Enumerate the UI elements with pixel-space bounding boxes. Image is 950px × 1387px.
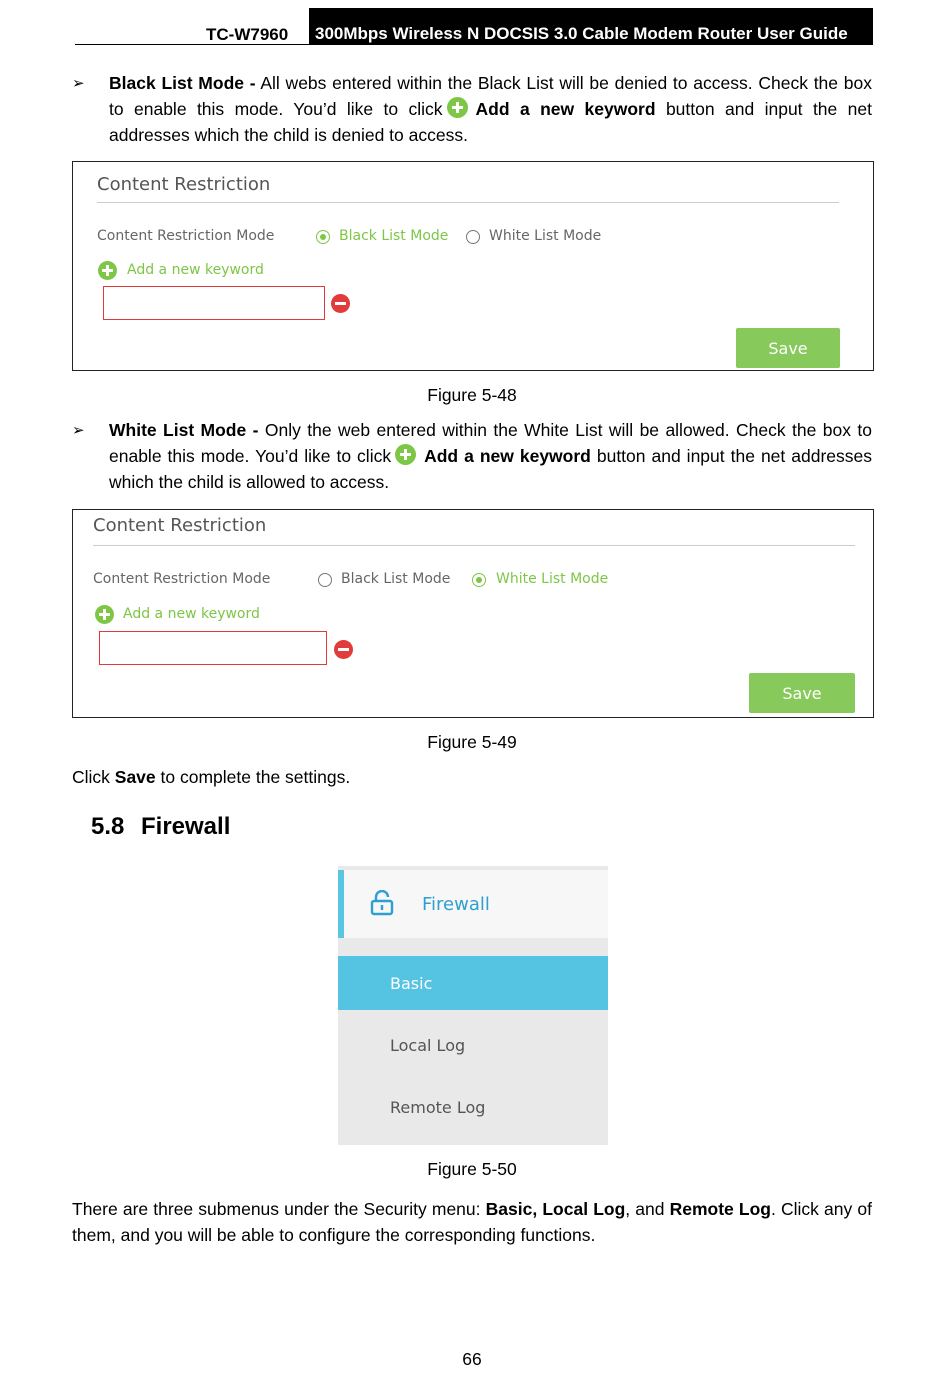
page-number: 66: [462, 1349, 482, 1369]
white-list-option-label[interactable]: White List Mode: [496, 571, 609, 587]
add-keyword-link[interactable]: Add a new keyword: [123, 606, 260, 622]
add-keyword-link[interactable]: Add a new keyword: [127, 262, 264, 278]
add-keyword-icon[interactable]: [95, 605, 114, 624]
closing-paragraph: There are three submenus under the Security menu: Basic, Local Log, and Remote Log. Click any of them, and you will be able to configure the corresponding functions.: [72, 1199, 872, 1245]
firewall-menu-header[interactable]: [338, 870, 608, 938]
section-heading: [91, 813, 230, 841]
black-list-option-label[interactable]: Black List Mode: [339, 228, 449, 244]
white-list-radio[interactable]: [466, 230, 480, 244]
delete-keyword-icon[interactable]: [331, 294, 350, 313]
section-number: 5.8: [91, 813, 125, 840]
figure-caption: Figure 5-48: [427, 385, 517, 405]
menu-item-basic[interactable]: Basic: [338, 956, 608, 1010]
lock-icon: [370, 890, 394, 916]
black-list-option-label[interactable]: Black List Mode: [341, 571, 451, 587]
menu-item-remote-log[interactable]: Remote Log: [390, 1098, 486, 1117]
black-list-term: Black List Mode -: [109, 73, 256, 93]
panel-divider: [97, 202, 839, 203]
click-save-instruction: Click Save to complete the settings.: [72, 767, 351, 787]
save-button[interactable]: Save: [736, 328, 840, 368]
keyword-input[interactable]: [103, 286, 325, 320]
menu-active-indicator: [338, 870, 344, 938]
white-list-option-label[interactable]: White List Mode: [489, 228, 602, 244]
menu-item-local-log[interactable]: Local Log: [390, 1036, 466, 1055]
figure-caption: Figure 5-49: [427, 732, 517, 752]
white-list-paragraph: White List Mode - Only the web entered within the White List will be allowed. Check the box to enable this mode. You’d like to click Add a new keyword button and input the net addresses which the child is allowed to access.: [109, 420, 873, 492]
content-restriction-panel-black: [72, 161, 874, 371]
save-button[interactable]: Save: [749, 673, 855, 713]
white-list-term: White List Mode -: [109, 420, 259, 440]
firewall-menu-label: Firewall: [422, 894, 490, 915]
black-list-paragraph: Black List Mode - All webs entered within the Black List will be denied to access. Check the box to enable this mode. You’d like to click Add a new keyword button and input the net addresses which the child is denied to access.: [109, 73, 873, 145]
bullet-icon: ➢: [72, 75, 85, 92]
add-keyword-inline-icon: [447, 97, 468, 118]
content-restriction-panel-white: [72, 509, 874, 718]
mode-label: Content Restriction Mode: [97, 228, 275, 244]
black-list-radio[interactable]: [316, 230, 330, 244]
page-header: [75, 8, 873, 45]
figure-caption: Figure 5-50: [427, 1159, 517, 1179]
keyword-input[interactable]: [99, 631, 327, 665]
section-title: Firewall: [141, 813, 231, 840]
mode-label: Content Restriction Mode: [93, 571, 271, 587]
header-title: 300Mbps Wireless N DOCSIS 3.0 Cable Modem Router User Guide: [309, 8, 873, 45]
add-keyword-icon[interactable]: [98, 261, 117, 280]
white-list-radio[interactable]: [472, 573, 486, 587]
firewall-menu: [338, 866, 608, 1145]
header-model: TC-W7960: [206, 25, 289, 44]
bullet-icon: ➢: [72, 422, 85, 439]
delete-keyword-icon[interactable]: [334, 640, 353, 659]
panel-divider: [93, 545, 855, 546]
panel-title: Content Restriction: [97, 174, 271, 195]
add-keyword-inline-icon: [395, 444, 416, 465]
panel-title: Content Restriction: [93, 515, 267, 536]
black-list-radio[interactable]: [318, 573, 332, 587]
